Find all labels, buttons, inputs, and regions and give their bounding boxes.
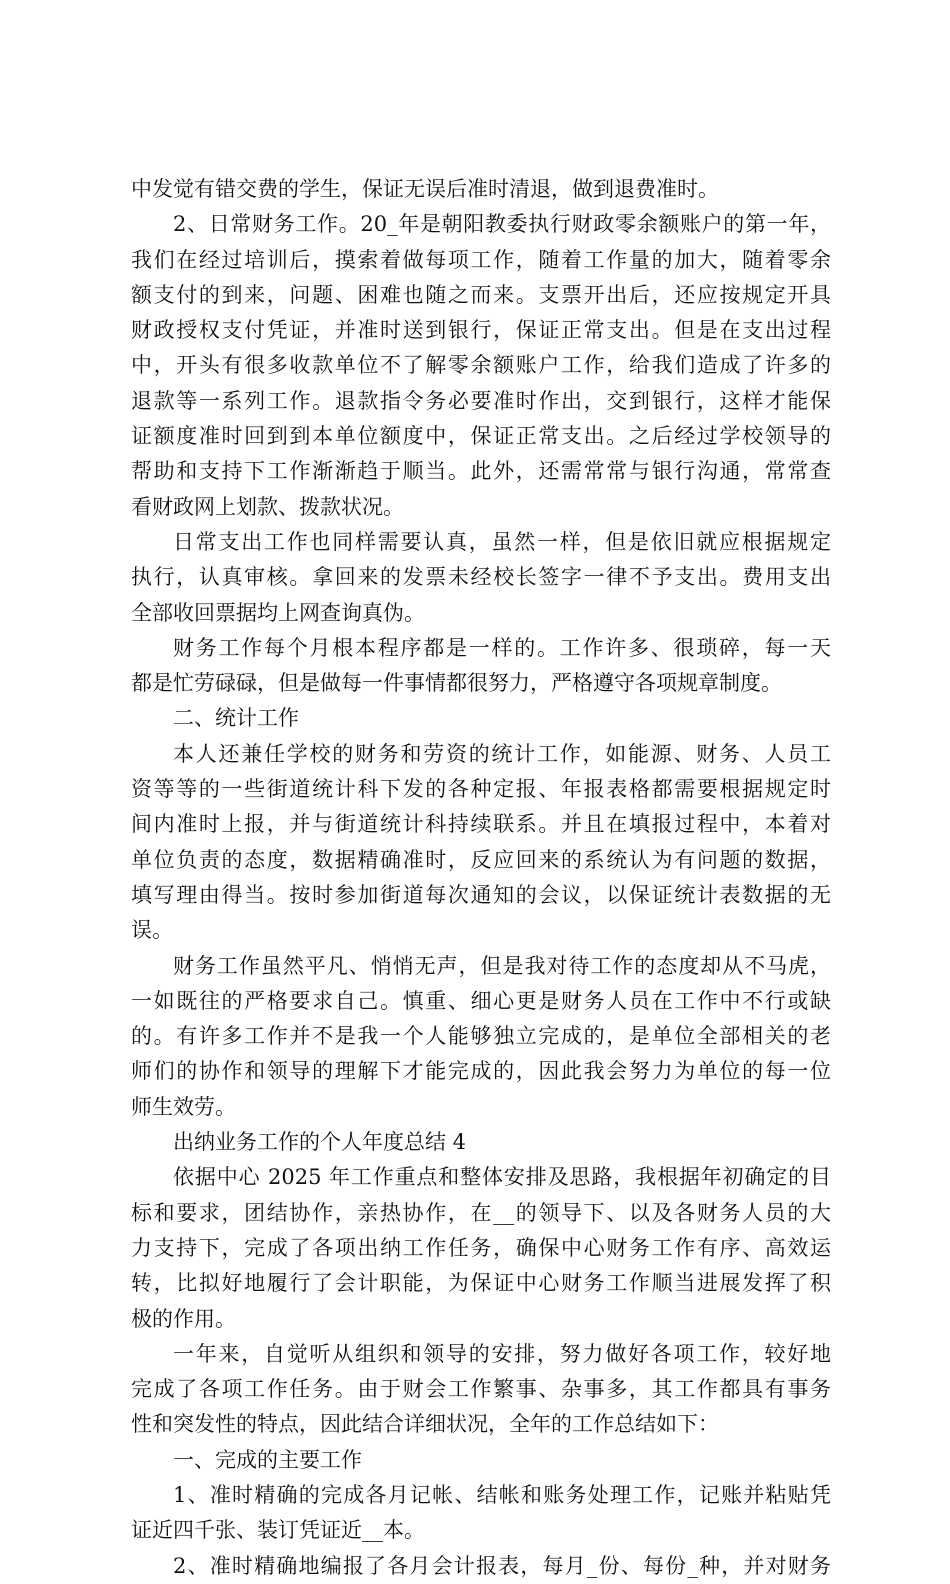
text-line: 完成了各项工作任务。由于财会工作繁事、杂事多，其工作都具有事务 <box>131 1377 831 1402</box>
text-line: 2、日常财务工作。20_年是朝阳教委执行财政零余额账户的第一年， <box>173 212 831 237</box>
text-line: 中，开头有很多收款单位不了解零余额账户工作，给我们造成了许多的 <box>131 353 831 378</box>
text-line: 本人还兼任学校的财务和劳资的统计工作，如能源、财务、人员工 <box>173 741 831 766</box>
text-line: 一如既往的严格要求自己。慎重、细心更是财务人员在工作中不行或缺 <box>131 988 831 1013</box>
text-line: 师生效劳。 <box>131 1094 236 1119</box>
text-line: 1、准时精确的完成各月记帐、结帐和账务处理工作，记账并粘贴凭 <box>173 1482 831 1507</box>
text-line: 证额度准时回到到本单位额度中，保证正常支出。之后经过学校领导的 <box>131 424 831 449</box>
text-line: 填写理由得当。按时参加街道每次通知的会议，以保证统计表数据的无 <box>131 882 831 907</box>
text-line: 转，比拟好地履行了会计职能，为保证中心财务工作顺当进展发挥了积 <box>131 1271 831 1296</box>
text-line: 执行，认真审核。拿回来的发票未经校长签字一律不予支出。费用支出 <box>131 565 831 590</box>
text-line: 误。 <box>131 918 173 943</box>
text-line: 日常支出工作也同样需要认真，虽然一样，但是依旧就应根据规定 <box>173 529 831 554</box>
text-line: 依据中心 2025 年工作重点和整体安排及思路，我根据年初确定的目 <box>173 1165 831 1190</box>
text-line: 一、完成的主要工作 <box>173 1447 362 1472</box>
text-line: 帮助和支持下工作渐渐趋于顺当。此外，还需常常与银行沟通，常常查 <box>131 459 831 484</box>
text-line: 一年来，自觉听从组织和领导的安排，努力做好各项工作，较好地 <box>173 1341 831 1366</box>
text-line: 二、统计工作 <box>173 706 299 731</box>
text-line: 间内准时上报，并与街道统计科持续联系。并且在填报过程中，本着对 <box>131 812 831 837</box>
document-body <box>131 172 831 1584</box>
text-line: 证近四千张、装订凭证近__本。 <box>131 1518 425 1543</box>
text-line: 都是忙劳碌碌，但是做每一件事情都很努力，严格遵守各项规章制度。 <box>131 671 782 696</box>
text-line: 财务工作每个月根本程序都是一样的。工作许多、很琐碎，每一天 <box>173 635 831 660</box>
text-line: 资等等的一些街道统计科下发的各种定报、年报表格都需要根据规定时 <box>131 777 831 802</box>
text-line: 的。有许多工作并不是我一个人能够独立完成的，是单位全部相关的老 <box>131 1024 831 1049</box>
text-line: 2、准时精确地编报了各月会计报表，每月_份、每份_种，并对财务 <box>173 1553 831 1578</box>
text-line: 中发觉有错交费的学生，保证无误后准时清退，做到退费准时。 <box>131 177 719 201</box>
text-line: 财务工作虽然平凡、悄悄无声，但是我对待工作的态度却从不马虎， <box>173 953 831 978</box>
text-line: 标和要求，团结协作，亲热协作，在__的领导下、以及各财务人员的大 <box>131 1200 831 1225</box>
text-line: 力支持下，完成了各项出纳工作任务，确保中心财务工作有序、高效运 <box>131 1235 831 1260</box>
text-line: 财政授权支付凭证，并准时送到银行，保证正常支出。但是在支出过程 <box>131 318 831 343</box>
text-line: 全部收回票据均上网查询真伪。 <box>131 600 425 625</box>
text-line: 额支付的到来，问题、困难也随之而来。支票开出后，还应按规定开具 <box>131 282 831 307</box>
text-line: 退款等一系列工作。退款指令务必要准时作出，交到银行，这样才能保 <box>131 388 831 413</box>
text-line: 性和突发性的特点，因此结合详细状况，全年的工作总结如下： <box>131 1412 719 1437</box>
text-line: 极的作用。 <box>131 1306 236 1331</box>
text-line: 我们在经过培训后，摸索着做每项工作，随着工作量的加大，随着零余 <box>131 247 831 272</box>
text-line: 看财政网上划款、拨款状况。 <box>131 494 404 519</box>
text-line: 师们的协作和领导的理解下才能完成的，因此我会努力为单位的每一位 <box>131 1059 831 1084</box>
text-line: 单位负责的态度，数据精确准时，反应回来的系统认为有问题的数据， <box>131 847 831 872</box>
text-line: 出纳业务工作的个人年度总结 4 <box>173 1130 467 1155</box>
